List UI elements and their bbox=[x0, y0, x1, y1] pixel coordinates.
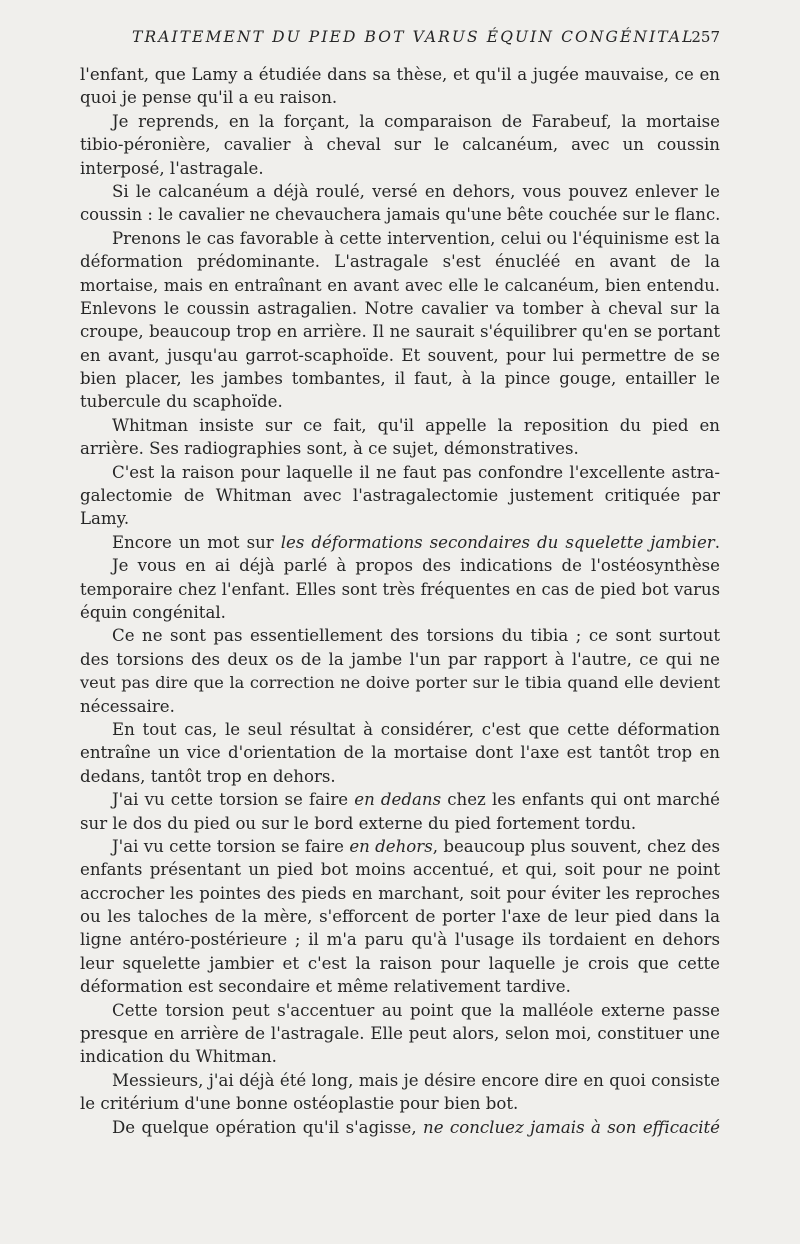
text-line bbox=[80, 858, 720, 881]
line-text: De quelque opération qu'il s'agisse, bbox=[112, 1117, 424, 1137]
line-text: Ce ne sont pas essentiellement des torsions du tibia ; ce sont surtout bbox=[112, 626, 720, 646]
text-line bbox=[80, 741, 720, 764]
line-text: Cette torsion peut s'accentuer au point que la malléole externe passe bbox=[112, 1000, 720, 1020]
line-text: enfants présentant un pied bot moins accentué, et qui, soit pour ne point bbox=[80, 860, 720, 880]
text-line bbox=[80, 554, 720, 577]
line-text: sur le dos du pied ou sur le bord externe du pied fortement tordu. bbox=[80, 813, 637, 833]
line-text: arrière. Ses radiographies sont, à ce sujet, démonstratives. bbox=[80, 439, 579, 459]
line-text: l'enfant, que Lamy a étudiée dans sa thèse, et qu'il a jugée mauvaise, ce en bbox=[80, 65, 720, 84]
text-line bbox=[80, 437, 720, 460]
text-line bbox=[80, 367, 720, 390]
line-text: J'ai vu cette torsion se faire bbox=[112, 790, 355, 810]
line-text: déformation est secondaire et même relativement tardive. bbox=[80, 977, 571, 997]
line-text: Enlevons le coussin astragalien. Notre cavalier va tomber à cheval sur la bbox=[80, 298, 720, 318]
running-title: TRAITEMENT DU PIED BOT VARUS ÉQUIN CONGÉNITAL bbox=[132, 28, 695, 46]
text-line bbox=[80, 414, 720, 437]
page-number: 257 bbox=[691, 28, 720, 46]
text-line bbox=[80, 601, 720, 624]
line-text: entraîne un vice d'orientation de la mortaise dont l'axe est tantôt trop en bbox=[80, 743, 720, 763]
text-line bbox=[80, 133, 720, 156]
italic-text: ne concluez jamais à son efficacité bbox=[423, 1117, 720, 1137]
text-line bbox=[80, 788, 720, 811]
text-line bbox=[80, 461, 720, 484]
text-line bbox=[80, 390, 720, 413]
italic-text: en dedans bbox=[354, 790, 442, 810]
text-line bbox=[80, 180, 720, 203]
text-line bbox=[80, 1022, 720, 1045]
line-text: J'ai vu cette torsion se faire bbox=[112, 836, 350, 856]
line-text: , beaucoup plus souvent, chez des bbox=[432, 836, 720, 856]
text-line bbox=[80, 274, 720, 297]
text-line bbox=[80, 812, 720, 835]
text-line bbox=[80, 835, 720, 858]
text-line bbox=[80, 952, 720, 975]
line-text: indication du Whitman. bbox=[80, 1047, 277, 1067]
text-line bbox=[80, 320, 720, 343]
text-line bbox=[80, 718, 720, 741]
line-text: bien placer, les jambes tombantes, il faut, à la pince gouge, entailler le bbox=[80, 369, 720, 389]
text-line bbox=[80, 1092, 720, 1115]
line-text: Lamy. bbox=[80, 509, 130, 529]
line-text: le critérium d'une bonne ostéoplastie pour bien bot. bbox=[80, 1094, 519, 1114]
line-text: veut pas dire que la correction ne doive porter sur le tibia quand elle devient bbox=[80, 673, 720, 693]
text-line bbox=[80, 1045, 720, 1068]
text-line bbox=[80, 1069, 720, 1092]
line-text: tibio-péronière, cavalier à cheval sur le calcanéum, avec un coussin bbox=[80, 135, 720, 155]
line-text: galectomie de Whitman avec l'astragalectomie justement critiquée par bbox=[80, 486, 720, 506]
line-text: Si le calcanéum a déjà roulé, versé en dehors, vous pouvez enlever le bbox=[112, 181, 720, 201]
line-text: Whitman insiste sur ce fait, qu'il appelle la reposition du pied en bbox=[112, 415, 720, 435]
text-line bbox=[80, 203, 720, 226]
text-line bbox=[80, 578, 720, 601]
body-text bbox=[80, 63, 720, 1139]
line-text: interposé, l'astragale. bbox=[80, 158, 264, 178]
line-text: déformation prédominante. L'astragale s'est énucléé en avant de la bbox=[80, 252, 720, 272]
text-line bbox=[80, 344, 720, 367]
line-text: presque en arrière de l'astragale. Elle peut alors, selon moi, constituer une bbox=[80, 1024, 720, 1044]
line-text: Prenons le cas favorable à cette intervention, celui ou l'équinisme est la bbox=[112, 228, 720, 248]
line-text: en avant, jusqu'au garrot-scaphoïde. Et souvent, pour lui permettre de se bbox=[80, 345, 720, 365]
line-text: chez les enfants qui ont marché bbox=[441, 790, 720, 810]
line-text: coussin : le cavalier ne chevauchera jamais qu'une bête couchée sur le flanc. bbox=[80, 205, 721, 225]
running-header bbox=[80, 28, 720, 52]
italic-text: les déformations secondaires du squelette jambier bbox=[280, 532, 715, 552]
line-text: nécessaire. bbox=[80, 696, 175, 716]
line-text: quoi je pense qu'il a eu raison. bbox=[80, 88, 338, 108]
text-line bbox=[80, 648, 720, 671]
line-text: croupe, beaucoup trop en arrière. Il ne saurait s'équilibrer qu'en se portant bbox=[80, 322, 720, 342]
line-text: Messieurs, j'ai déjà été long, mais je désire encore dire en quoi consiste bbox=[112, 1070, 720, 1090]
line-text: accrocher les pointes des pieds en marchant, soit pour éviter les reproches bbox=[80, 883, 720, 903]
text-line bbox=[80, 695, 720, 718]
text-line bbox=[80, 297, 720, 320]
text-line bbox=[80, 999, 720, 1022]
text-line bbox=[80, 624, 720, 647]
line-text: . bbox=[714, 532, 720, 552]
line-text: En tout cas, le seul résultat à considérer, c'est que cette déformation bbox=[112, 719, 720, 739]
text-line bbox=[80, 250, 720, 273]
text-line bbox=[80, 110, 720, 133]
text-line bbox=[80, 671, 720, 694]
line-text: ou les taloches de la mère, s'efforcent de porter l'axe de leur pied dans la bbox=[80, 907, 720, 927]
text-line bbox=[80, 1116, 720, 1139]
text-line bbox=[80, 63, 720, 86]
italic-text: en dehors bbox=[349, 836, 433, 856]
text-line bbox=[80, 507, 720, 530]
line-text: des torsions des deux os de la jambe l'un par rapport à l'autre, ce qui ne bbox=[80, 649, 720, 669]
text-line bbox=[80, 975, 720, 998]
text-line bbox=[80, 157, 720, 180]
line-text: C'est la raison pour laquelle il ne faut pas confondre l'excellente astra- bbox=[112, 462, 720, 482]
text-line bbox=[80, 905, 720, 928]
line-text: Encore un mot sur bbox=[112, 532, 281, 552]
line-text: dedans, tantôt trop en dehors. bbox=[80, 766, 336, 786]
line-text: ligne antéro-postérieure ; il m'a paru qu'à l'usage ils tordaient en dehors bbox=[80, 930, 720, 950]
text-line bbox=[80, 531, 720, 554]
text-line bbox=[80, 484, 720, 507]
line-text: temporaire chez l'enfant. Elles sont très fréquentes en cas de pied bot varus bbox=[80, 579, 720, 599]
line-text: mortaise, mais en entraînant en avant avec elle le calcanéum, bien entendu. bbox=[80, 275, 720, 295]
line-text: équin congénital. bbox=[80, 602, 226, 622]
line-text: leur squelette jambier et c'est la raison pour laquelle je crois que cette bbox=[80, 953, 720, 973]
text-line bbox=[80, 86, 720, 109]
text-line bbox=[80, 765, 720, 788]
text-line bbox=[80, 928, 720, 951]
line-text: Je vous en ai déjà parlé à propos des indications de l'ostéosynthèse bbox=[112, 556, 720, 576]
line-text: Je reprends, en la forçant, la comparaison de Farabeuf, la mortaise bbox=[112, 111, 720, 131]
text-line bbox=[80, 882, 720, 905]
line-text: tubercule du scaphoïde. bbox=[80, 392, 283, 412]
text-line bbox=[80, 227, 720, 250]
